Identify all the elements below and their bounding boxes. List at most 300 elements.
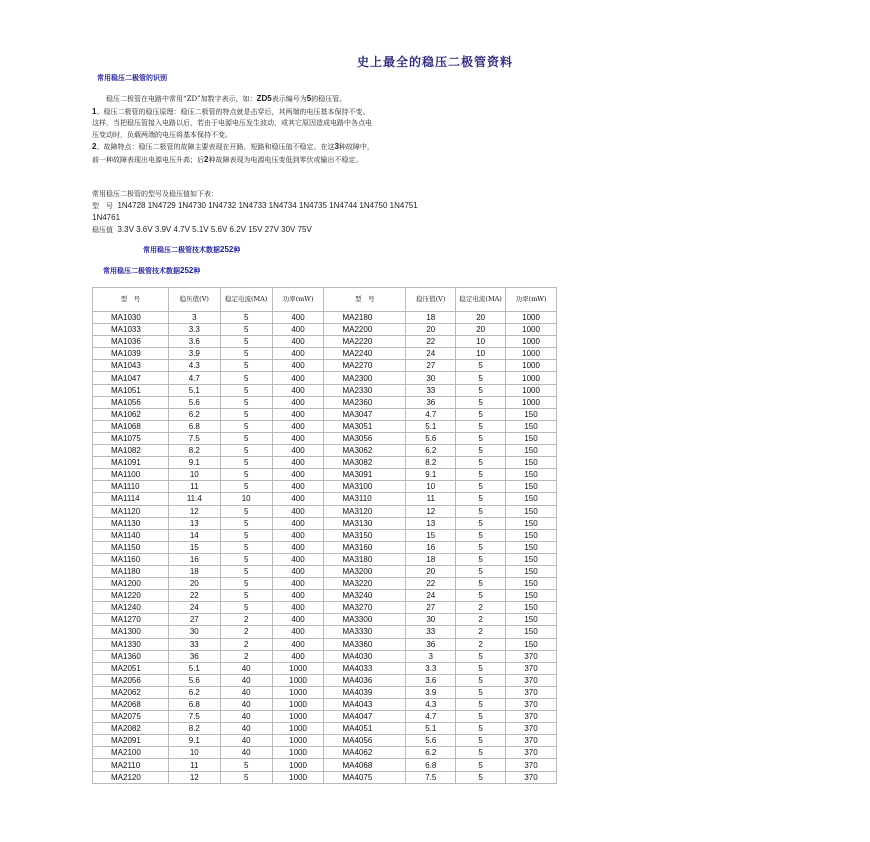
table-cell: 11.4 <box>168 493 220 505</box>
table-row <box>93 541 557 553</box>
zener-data-table <box>92 287 557 784</box>
table-cell: 1000 <box>506 396 557 408</box>
table-cell: MA4068 <box>324 759 406 771</box>
table-cell: 5 <box>456 469 506 481</box>
table-cell: 5 <box>220 529 272 541</box>
table-cell: MA2051 <box>93 662 169 674</box>
table-cell: 8.2 <box>168 445 220 457</box>
table-cell: 36 <box>168 650 220 662</box>
table-cell: 150 <box>506 469 557 481</box>
table-cell: 5 <box>456 711 506 723</box>
table-cell: 30 <box>406 372 456 384</box>
table-cell: 3.3 <box>168 324 220 336</box>
table-cell: 150 <box>506 457 557 469</box>
table-cell: 7.5 <box>406 771 456 783</box>
table-cell: 14 <box>168 529 220 541</box>
table-cell: 18 <box>406 312 456 324</box>
table-cell: MA2056 <box>93 674 169 686</box>
table-cell: 40 <box>220 686 272 698</box>
table-row <box>93 372 557 384</box>
table-cell: MA1033 <box>93 324 169 336</box>
table-cell: 150 <box>506 420 557 432</box>
table-cell: 5.6 <box>168 396 220 408</box>
table-cell: 5 <box>456 686 506 698</box>
table-row <box>93 723 557 735</box>
table-cell: 5 <box>220 396 272 408</box>
table-cell: 20 <box>406 324 456 336</box>
table-cell: 5 <box>456 505 506 517</box>
table-row <box>93 505 557 517</box>
table-row <box>93 336 557 348</box>
table-cell: 10 <box>456 336 506 348</box>
table-cell: MA1220 <box>93 590 169 602</box>
table-cell: MA2091 <box>93 735 169 747</box>
table-cell: 4.3 <box>168 360 220 372</box>
table-cell: MA1360 <box>93 650 169 662</box>
table-cell: MA2300 <box>324 372 406 384</box>
table-cell: MA1036 <box>93 336 169 348</box>
table-cell: 400 <box>272 541 324 553</box>
models-list-2: 1N4761 <box>92 213 121 222</box>
table-cell: 9.1 <box>406 469 456 481</box>
table-cell: MA1091 <box>93 457 169 469</box>
para-line-2: 1、稳压二极管的稳压原理：稳压二极管的特点就是击穿后，其两端的电压基本保持不变。 <box>92 106 370 116</box>
table-cell: MA3051 <box>324 420 406 432</box>
table-cell: 5 <box>456 699 506 711</box>
table-cell: 5 <box>220 348 272 360</box>
table-cell: MA1110 <box>93 481 169 493</box>
table-cell: MA3160 <box>324 541 406 553</box>
table-cell: 1000 <box>506 348 557 360</box>
table-cell: 8.2 <box>168 723 220 735</box>
table-row <box>93 396 557 408</box>
table-cell: MA4036 <box>324 674 406 686</box>
table-cell: 5.1 <box>168 662 220 674</box>
table-cell: 2 <box>220 614 272 626</box>
table-cell: 150 <box>506 481 557 493</box>
table-cell: 40 <box>220 735 272 747</box>
table-cell: MA1100 <box>93 469 169 481</box>
table-cell: 15 <box>168 541 220 553</box>
table-row <box>93 614 557 626</box>
table-cell: 400 <box>272 481 324 493</box>
table-cell: MA2068 <box>93 699 169 711</box>
table-cell: 400 <box>272 312 324 324</box>
table-cell: MA1062 <box>93 408 169 420</box>
table-cell: MA1114 <box>93 493 169 505</box>
table-cell: 4.7 <box>406 408 456 420</box>
table-cell: 5 <box>220 602 272 614</box>
table-cell: 400 <box>272 384 324 396</box>
table-cell: 5 <box>456 384 506 396</box>
table-cell: 400 <box>272 445 324 457</box>
table-cell: 150 <box>506 408 557 420</box>
table-cell: 400 <box>272 457 324 469</box>
table-cell: 5 <box>456 457 506 469</box>
table-cell: 2 <box>220 626 272 638</box>
table-cell: 400 <box>272 372 324 384</box>
table-cell: MA1150 <box>93 541 169 553</box>
table-cell: MA1047 <box>93 372 169 384</box>
table-cell: 12 <box>168 771 220 783</box>
table-cell: 400 <box>272 432 324 444</box>
table-cell: MA1030 <box>93 312 169 324</box>
table-cell: 5 <box>456 578 506 590</box>
table-cell: 400 <box>272 602 324 614</box>
table-cell: 20 <box>456 324 506 336</box>
table-cell: 400 <box>272 614 324 626</box>
table-cell: 24 <box>406 590 456 602</box>
table-cell: 1000 <box>506 312 557 324</box>
table-row <box>93 493 557 505</box>
table-cell: 15 <box>406 529 456 541</box>
header-voltage-2: 稳压值(V) <box>406 288 456 312</box>
section-heading-tech-data: 常用稳压二极管技术数据252种 <box>143 245 241 254</box>
table-cell: MA3200 <box>324 565 406 577</box>
table-cell: 150 <box>506 517 557 529</box>
table-cell: 2 <box>456 638 506 650</box>
table-row <box>93 674 557 686</box>
table-cell: 400 <box>272 650 324 662</box>
table-cell: 150 <box>506 445 557 457</box>
table-row <box>93 408 557 420</box>
table-cell: 150 <box>506 638 557 650</box>
header-current-2: 稳定电流(MA) <box>456 288 506 312</box>
table-cell: 5 <box>220 505 272 517</box>
table-cell: 6.8 <box>406 759 456 771</box>
table-cell: 40 <box>220 747 272 759</box>
table-cell: 27 <box>406 602 456 614</box>
table-cell: 20 <box>168 578 220 590</box>
table-cell: MA1200 <box>93 578 169 590</box>
table-row <box>93 759 557 771</box>
table-cell: 16 <box>406 541 456 553</box>
table-cell: 400 <box>272 408 324 420</box>
table-cell: 22 <box>406 578 456 590</box>
table-cell: MA4030 <box>324 650 406 662</box>
table-cell: 150 <box>506 432 557 444</box>
table-cell: MA4043 <box>324 699 406 711</box>
voltage-row <box>92 225 312 235</box>
table-cell: MA3240 <box>324 590 406 602</box>
table-cell: 400 <box>272 336 324 348</box>
table-cell: 3.9 <box>168 348 220 360</box>
table-cell: MA2180 <box>324 312 406 324</box>
table-cell: MA3360 <box>324 638 406 650</box>
table-row <box>93 662 557 674</box>
para-line-4: 压变动时，负载两端的电压将基本保持不变。 <box>92 130 232 139</box>
section-heading-identification: 常用稳压二极管的识别 <box>97 74 167 82</box>
table-row <box>93 445 557 457</box>
table-cell: MA4047 <box>324 711 406 723</box>
table-cell: MA1130 <box>93 517 169 529</box>
table-cell: 5 <box>220 384 272 396</box>
table-cell: MA3047 <box>324 408 406 420</box>
para-line-6: 前一种故障表现出电源电压升高；后2种故障表现为电源电压变低到零伏或输出不稳定。 <box>92 154 363 164</box>
table-row <box>93 699 557 711</box>
table-cell: MA3130 <box>324 517 406 529</box>
table-cell: 3 <box>406 650 456 662</box>
table-cell: 24 <box>406 348 456 360</box>
table-row <box>93 578 557 590</box>
table-cell: MA2200 <box>324 324 406 336</box>
table-cell: 5 <box>456 372 506 384</box>
table-cell: 370 <box>506 699 557 711</box>
table-cell: 150 <box>506 529 557 541</box>
table-cell: 4.3 <box>406 699 456 711</box>
table-cell: MA1140 <box>93 529 169 541</box>
table-cell: MA1160 <box>93 553 169 565</box>
table-cell: 5 <box>456 360 506 372</box>
table-cell: 2 <box>456 602 506 614</box>
table-row <box>93 638 557 650</box>
table-cell: 400 <box>272 396 324 408</box>
table-row <box>93 432 557 444</box>
table-cell: MA2330 <box>324 384 406 396</box>
table-row <box>93 324 557 336</box>
table-cell: 40 <box>220 711 272 723</box>
intro-paragraph <box>92 93 374 167</box>
table-cell: MA3100 <box>324 481 406 493</box>
table-cell: MA3091 <box>324 469 406 481</box>
table-cell: 370 <box>506 747 557 759</box>
table-cell: 370 <box>506 759 557 771</box>
table-cell: 5 <box>220 553 272 565</box>
table-cell: 2 <box>456 626 506 638</box>
table-cell: 18 <box>406 553 456 565</box>
table-cell: 20 <box>406 565 456 577</box>
table-cell: 1000 <box>506 360 557 372</box>
table-cell: MA4075 <box>324 771 406 783</box>
table-cell: 1000 <box>272 662 324 674</box>
table-cell: 5 <box>456 396 506 408</box>
table-cell: 10 <box>220 493 272 505</box>
table-cell: 9.1 <box>168 457 220 469</box>
table-cell: 10 <box>456 348 506 360</box>
table-cell: 400 <box>272 565 324 577</box>
table-cell: MA1056 <box>93 396 169 408</box>
table-cell: MA2270 <box>324 360 406 372</box>
table-row <box>93 771 557 783</box>
table-cell: 1000 <box>272 735 324 747</box>
table-cell: MA2062 <box>93 686 169 698</box>
table-row <box>93 650 557 662</box>
table-cell: 370 <box>506 735 557 747</box>
para-line-5: 2、故障特点：稳压二极管的故障主要表现在开路、短路和稳压值不稳定。在这3种故障中， <box>92 142 374 152</box>
table-cell: 1000 <box>272 699 324 711</box>
table-cell: 5 <box>220 565 272 577</box>
table-cell: 150 <box>506 553 557 565</box>
table-cell: 5 <box>220 445 272 457</box>
section-heading-tech-data-2: 常用稳压二极管技术数据252种 <box>103 266 201 275</box>
table-cell: 150 <box>506 626 557 638</box>
table-cell: 5 <box>456 723 506 735</box>
header-power-2: 功率(mW) <box>506 288 557 312</box>
table-cell: 5 <box>220 517 272 529</box>
table-cell: 370 <box>506 686 557 698</box>
table-cell: 400 <box>272 553 324 565</box>
table-cell: 16 <box>168 553 220 565</box>
table-cell: 20 <box>456 312 506 324</box>
table-cell: MA3056 <box>324 432 406 444</box>
table-row <box>93 711 557 723</box>
table-cell: 5 <box>456 759 506 771</box>
table-cell: 5 <box>220 759 272 771</box>
table-cell: MA1330 <box>93 638 169 650</box>
table-cell: MA3110 <box>324 493 406 505</box>
models-list-1: 1N4728 1N4729 1N4730 1N4732 1N4733 1N4734 1N4735 1N4744 1N4750 1N4751 <box>117 201 418 210</box>
table-cell: 370 <box>506 650 557 662</box>
table-cell: 400 <box>272 638 324 650</box>
table-cell: 370 <box>506 771 557 783</box>
table-cell: 33 <box>406 384 456 396</box>
table-cell: 12 <box>168 505 220 517</box>
table-cell: 5 <box>456 735 506 747</box>
table-cell: 5 <box>456 590 506 602</box>
table-cell: MA1180 <box>93 565 169 577</box>
table-cell: 400 <box>272 517 324 529</box>
table-cell: 3.6 <box>168 336 220 348</box>
table-cell: 27 <box>168 614 220 626</box>
table-cell: 6.8 <box>168 699 220 711</box>
para-line-3: 这样，当把稳压管接入电路以后，若由于电源电压发生波动，或其它原因造成电路中各点电 <box>92 119 372 128</box>
table-cell: 370 <box>506 674 557 686</box>
table-cell: 2 <box>220 638 272 650</box>
table-row <box>93 553 557 565</box>
table-cell: 5 <box>456 747 506 759</box>
table-cell: 370 <box>506 662 557 674</box>
table-cell: 5.6 <box>406 432 456 444</box>
table-cell: 1000 <box>506 324 557 336</box>
models-row-2 <box>92 213 120 222</box>
table-cell: 5 <box>220 372 272 384</box>
table-cell: MA2240 <box>324 348 406 360</box>
table-cell: 5 <box>456 445 506 457</box>
table-row <box>93 565 557 577</box>
table-cell: 5 <box>456 529 506 541</box>
table-row <box>93 360 557 372</box>
table-cell: MA1039 <box>93 348 169 360</box>
table-cell: 150 <box>506 565 557 577</box>
table-cell: MA3180 <box>324 553 406 565</box>
table-cell: 400 <box>272 469 324 481</box>
table-cell: 5.1 <box>168 384 220 396</box>
table-cell: MA3062 <box>324 445 406 457</box>
table-cell: 33 <box>168 638 220 650</box>
table-cell: 3.3 <box>406 662 456 674</box>
table-cell: 5.1 <box>406 723 456 735</box>
models-label: 型 号 <box>92 202 113 210</box>
table-cell: 400 <box>272 420 324 432</box>
table-cell: MA1051 <box>93 384 169 396</box>
table-row <box>93 626 557 638</box>
table-cell: MA1043 <box>93 360 169 372</box>
table-row <box>93 312 557 324</box>
table-cell: MA4039 <box>324 686 406 698</box>
table-cell: 150 <box>506 602 557 614</box>
table-cell: MA1300 <box>93 626 169 638</box>
table-cell: 4.7 <box>406 711 456 723</box>
table-cell: 10 <box>168 747 220 759</box>
table-row <box>93 602 557 614</box>
table-row <box>93 747 557 759</box>
table-cell: 22 <box>168 590 220 602</box>
table-cell: MA3330 <box>324 626 406 638</box>
table-cell: 5 <box>220 590 272 602</box>
table-cell: 2 <box>220 650 272 662</box>
table-cell: MA1120 <box>93 505 169 517</box>
table-cell: MA1240 <box>93 602 169 614</box>
table-cell: 1000 <box>272 686 324 698</box>
table-cell: 11 <box>168 759 220 771</box>
table-header-row <box>93 288 557 312</box>
table-row <box>93 481 557 493</box>
table-cell: 5 <box>220 432 272 444</box>
table-cell: 150 <box>506 493 557 505</box>
table-cell: 400 <box>272 529 324 541</box>
table-cell: MA2100 <box>93 747 169 759</box>
table-cell: 11 <box>168 481 220 493</box>
table-row <box>93 686 557 698</box>
table-cell: 3.9 <box>406 686 456 698</box>
table-cell: MA2120 <box>93 771 169 783</box>
table-cell: 5.6 <box>406 735 456 747</box>
header-voltage: 稳压值(V) <box>168 288 220 312</box>
table-cell: 18 <box>168 565 220 577</box>
table-cell: 5 <box>456 565 506 577</box>
table-cell: 9.1 <box>168 735 220 747</box>
table-cell: 6.2 <box>406 445 456 457</box>
table-cell: 5 <box>220 481 272 493</box>
table-cell: 5 <box>456 553 506 565</box>
table-cell: 5.6 <box>168 674 220 686</box>
table-cell: MA4056 <box>324 735 406 747</box>
table-cell: 400 <box>272 505 324 517</box>
table-cell: 30 <box>406 614 456 626</box>
voltage-values: 3.3V 3.6V 3.9V 4.7V 5.1V 5.6V 6.2V 15V 27V 30V 75V <box>117 225 312 234</box>
para-line-1: 稳压二极管在电路中常用“ZD”加数字表示，如：ZD5表示编号为5的稳压管。 <box>106 94 347 103</box>
table-cell: MA4062 <box>324 747 406 759</box>
table-cell: 8.2 <box>406 457 456 469</box>
models-intro: 常用稳压二极管的型号及稳压值如下表： <box>92 190 218 198</box>
table-cell: 5 <box>456 771 506 783</box>
table-row <box>93 457 557 469</box>
table-cell: 5 <box>456 432 506 444</box>
table-cell: 5 <box>220 771 272 783</box>
table-cell: 5 <box>220 324 272 336</box>
table-cell: MA3120 <box>324 505 406 517</box>
table-cell: 5 <box>220 578 272 590</box>
table-cell: 370 <box>506 723 557 735</box>
table-cell: 36 <box>406 396 456 408</box>
table-cell: 40 <box>220 674 272 686</box>
table-cell: 150 <box>506 505 557 517</box>
table-cell: MA4051 <box>324 723 406 735</box>
table-cell: 5 <box>456 420 506 432</box>
table-cell: 12 <box>406 505 456 517</box>
table-cell: 150 <box>506 590 557 602</box>
table-cell: 400 <box>272 493 324 505</box>
table-cell: 40 <box>220 699 272 711</box>
table-cell: 13 <box>406 517 456 529</box>
table-cell: MA3270 <box>324 602 406 614</box>
table-cell: 5 <box>220 408 272 420</box>
table-cell: 1000 <box>506 336 557 348</box>
table-row <box>93 420 557 432</box>
table-cell: 400 <box>272 590 324 602</box>
table-cell: 370 <box>506 711 557 723</box>
table-cell: 400 <box>272 348 324 360</box>
